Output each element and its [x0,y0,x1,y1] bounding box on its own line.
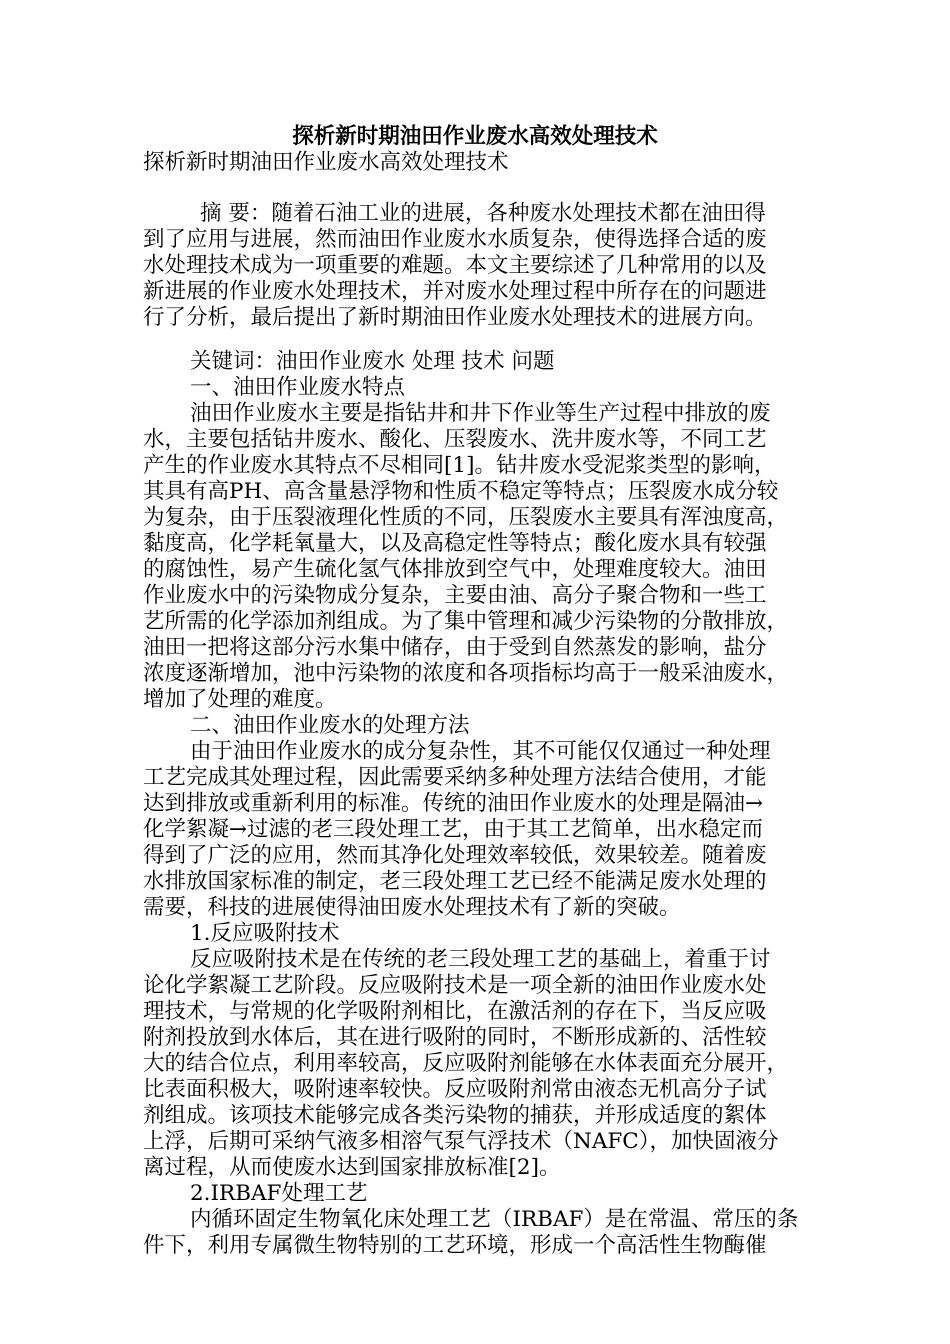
abstract-line: 新进展的作业废水处理技术，并对废水处理过程中所存在的问题进 [143,279,767,304]
body-line: 离过程，从而使废水达到国家排放标准[2]。 [143,1155,561,1180]
body-line: 水排放国家标准的制定，老三段处理工艺已经不能满足废水处理的 [143,869,767,894]
body-line: 上浮，后期可采纳气液多相溶气泵气浮技术（NAFC），加快固液分 [143,1129,779,1154]
abstract-line: 摘 要：随着石油工业的进展，各种废水处理技术都在油田得 [200,201,766,226]
doc-subtitle: 探析新时期油田作业废水高效处理技术 [143,150,509,175]
body-line: 比表面积极大，吸附速率较快。反应吸附剂常由液态无机高分子试 [143,1077,767,1102]
body-line: 作业废水中的污染物成分复杂，主要由油、高分子聚合物和一些工 [143,583,767,608]
body-line: 论化学絮凝工艺阶段。反应吸附技术是一项全新的油田作业废水处 [143,973,767,998]
section-heading: 二、油田作业废水的处理方法 [190,713,470,738]
body-line: 附剂投放到水体后，其在进行吸附的同时，不断形成新的、活性较 [143,1025,767,1050]
keywords-line: 关键词：油田作业废水 处理 技术 问题 [190,349,555,374]
body-line: 反应吸附技术是在传统的老三段处理工艺的基础上，着重于讨 [190,947,771,972]
body-line: 浓度逐渐增加，池中污染物的浓度和各项指标均高于一般采油废水， [143,661,789,686]
body-line: 大的结合位点，利用率较高，反应吸附剂能够在水体表面充分展开， [143,1051,789,1076]
body-line: 黏度高，化学耗氧量大，以及高稳定性等特点；酸化废水具有较强 [143,531,767,556]
body-line: 工艺完成其处理过程，因此需要采纳多种处理方法结合使用，才能 [143,765,767,790]
abstract-line: 行了分析，最后提出了新时期油田作业废水处理技术的进展方向。 [143,305,767,330]
body-line: 其具有高PH、高含量悬浮物和性质不稳定等特点；压裂废水成分较 [143,479,779,504]
body-line: 内循环固定生物氧化床处理工艺（IRBAF）是在常温、常压的条 [190,1207,799,1232]
body-line: 剂组成。该项技术能够完成各类污染物的捕获，并形成适度的絮体 [143,1103,767,1128]
body-line: 的腐蚀性，易产生硫化氢气体排放到空气中，处理难度较大。油田 [143,557,767,582]
section-heading: 一、油田作业废水特点 [190,375,406,400]
body-line: 由于油田作业废水的成分复杂性，其不可能仅仅通过一种处理 [190,739,771,764]
body-line: 水，主要包括钻井废水、酸化、压裂废水、洗井废水等，不同工艺 [143,427,767,452]
body-line: 需要，科技的进展使得油田废水处理技术有了新的突破。 [143,895,681,920]
body-line: 件下，利用专属微生物特别的工艺环境，形成一个高活性生物酶催 [143,1233,767,1258]
body-line: 达到排放或重新利用的标准。传统的油田作业废水的处理是隔油→ [143,791,764,816]
body-line: 增加了处理的难度。 [143,687,337,712]
subsection-heading: 1.反应吸附技术 [190,921,340,946]
body-line: 得到了广泛的应用，然而其净化处理效率较低，效果较差。随着废 [143,843,767,868]
body-line: 产生的作业废水其特点不尽相同[1]。钻井废水受泥浆类型的影响， [143,453,776,478]
doc-title: 探析新时期油田作业废水高效处理技术 [292,124,658,149]
abstract-line: 到了应用与进展，然而油田作业废水水质复杂，使得选择合适的废 [143,227,767,252]
subsection-heading: 2.IRBAF处理工艺 [190,1181,368,1206]
body-line: 化学絮凝→过滤的老三段处理工艺，由于其工艺简单，出水稳定而 [143,817,764,842]
body-line: 油田作业废水主要是指钻井和井下作业等生产过程中排放的废 [190,401,771,426]
abstract-line: 水处理技术成为一项重要的难题。本文主要综述了几种常用的以及 [143,253,767,278]
body-line: 为复杂，由于压裂液理化性质的不同，压裂废水主要具有浑浊度高， [143,505,789,530]
body-line: 油田一把将这部分污水集中储存，由于受到自然蒸发的影响，盐分 [143,635,767,660]
body-line: 艺所需的化学添加剂组成。为了集中管理和减少污染物的分散排放， [143,609,789,634]
body-line: 理技术，与常规的化学吸附剂相比，在激活剂的存在下，当反应吸 [143,999,767,1024]
